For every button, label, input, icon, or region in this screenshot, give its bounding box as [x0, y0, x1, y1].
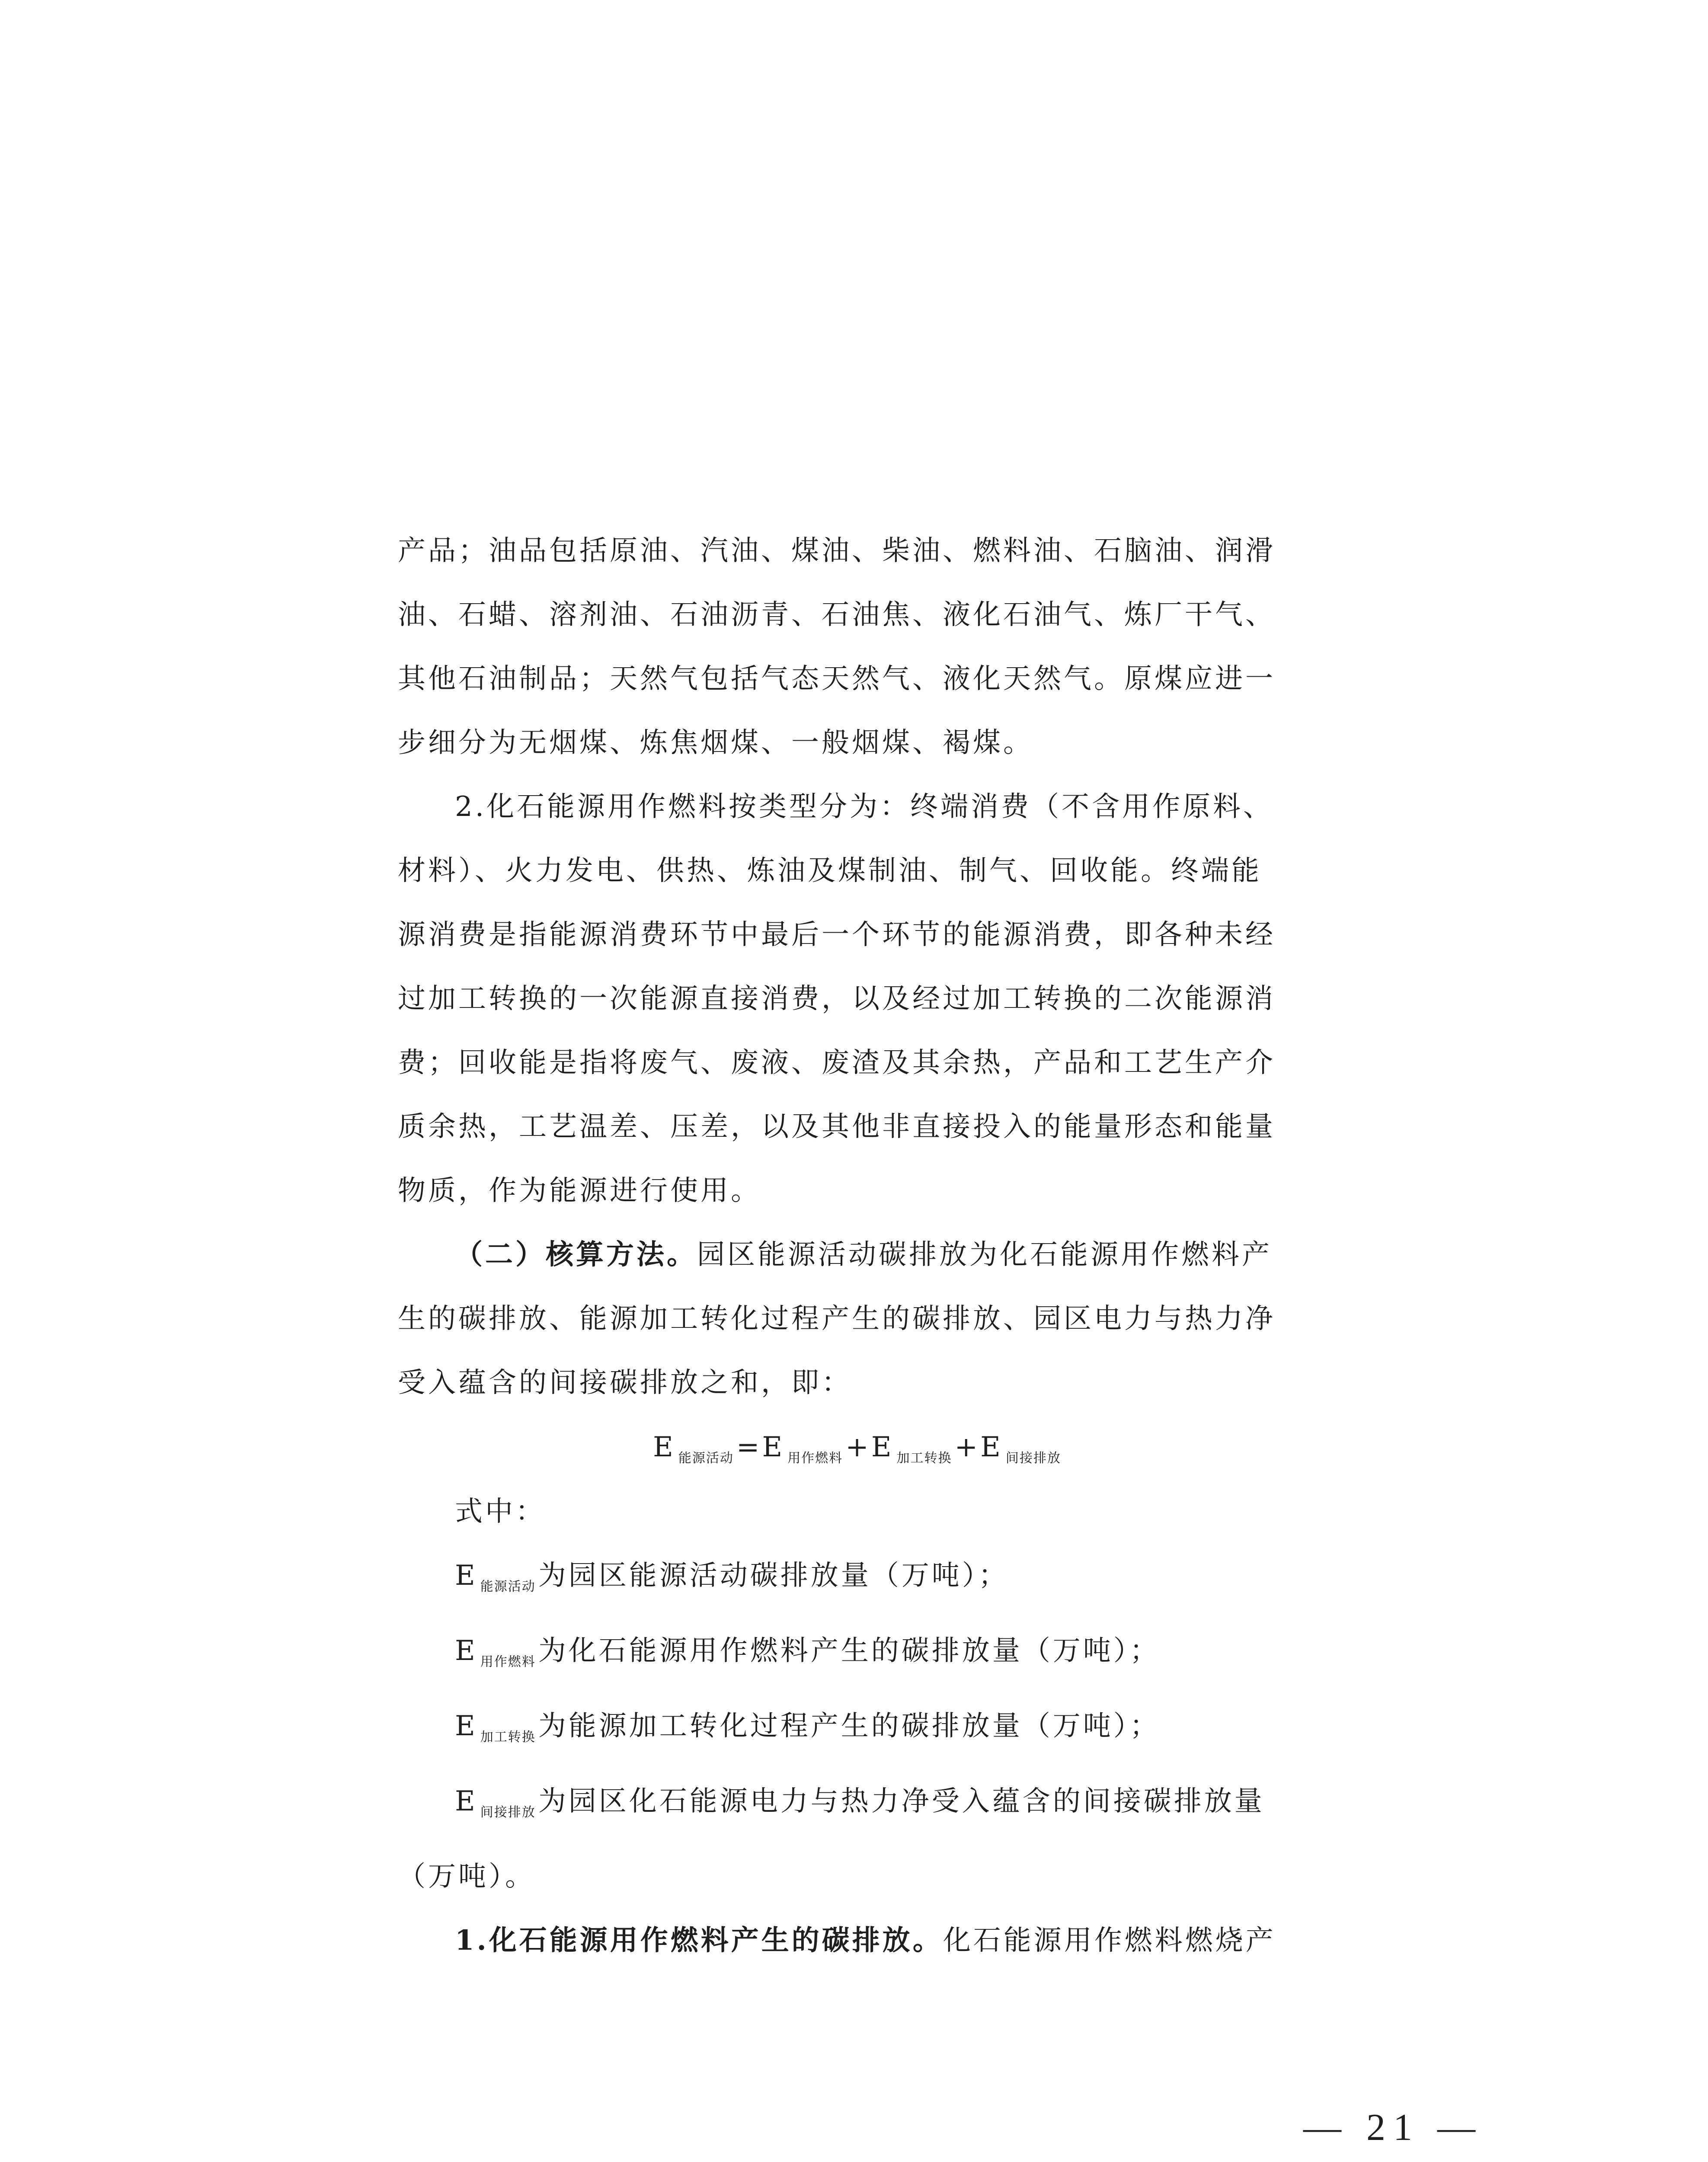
formula-subscript: 能源活动: [678, 1451, 734, 1466]
section-heading-line: [398, 1223, 1319, 1287]
formula: [398, 1415, 1319, 1480]
definition-continuation: （万吨）。: [398, 1861, 535, 1893]
paragraph-line: 质余热，工艺温差、压差，以及其他非直接投入的能量形态和能量: [398, 1111, 1276, 1143]
paragraph-line: 过加工转换的一次能源直接消费，以及经过加工转换的二次能源消: [398, 983, 1276, 1015]
subsection-line: [398, 1909, 1319, 1973]
paragraph-line: 油、石蜡、溶剂油、石油沥青、石油焦、液化石油气、炼厂干气、: [398, 599, 1276, 631]
paragraph-line: 物质，作为能源进行使用。: [398, 1175, 761, 1207]
formula-symbol: E: [653, 1431, 676, 1463]
formula-symbol: +E: [845, 1431, 894, 1463]
formula-symbol: =E: [736, 1431, 785, 1463]
formula-symbol: +E: [954, 1431, 1003, 1463]
definition-line: E $_{能源活动}$为园区能源活动碳排放量（万吨）；: [455, 1560, 1009, 1594]
body-text: [398, 519, 1319, 1973]
paragraph-line: 其他石油制品；天然气包括气态天然气、液化天然气。原煤应进一: [398, 663, 1276, 695]
subsection-heading: 1.化石能源用作燃料产生的碳排放。: [455, 1924, 943, 1957]
subsection-text: 化石能源用作燃料燃烧产: [943, 1925, 1276, 1957]
page-number: — 21 —: [1303, 2107, 1483, 2149]
formula-subscript: 用作燃料: [787, 1451, 843, 1466]
definition-line: E $_{间接排放}$为园区化石能源电力与热力净受入蕴含的间接碳排放量: [455, 1785, 1265, 1820]
definition-line: E $_{用作燃料}$为化石能源用作燃料产生的碳排放量（万吨）；: [455, 1635, 1160, 1669]
paragraph-line: 2.化石能源用作燃料按类型分为：终端消费（不含用作原料、: [455, 791, 1274, 823]
paragraph-line: 受入蕴含的间接碳排放之和，即：: [398, 1367, 852, 1399]
paragraph-line: 材料）、火力发电、供热、炼油及煤制油、制气、回收能。终端能: [398, 855, 1262, 887]
formula-subscript: 加工转换: [896, 1451, 952, 1466]
where-label: 式中：: [455, 1496, 546, 1528]
section-text: 园区能源活动碳排放为化石能源用作燃料产: [697, 1239, 1272, 1271]
section-heading: （二）核算方法。: [455, 1238, 697, 1271]
formula-subscript: 间接排放: [1005, 1451, 1061, 1466]
paragraph-line: 源消费是指能源消费环节中最后一个环节的能源消费，即各种未经: [398, 919, 1276, 951]
paragraph-line: 步细分为无烟煤、炼焦烟煤、一般烟煤、褐煤。: [398, 727, 1033, 759]
paragraph-line: 产品；油品包括原油、汽油、煤油、柴油、燃料油、石脑油、润滑: [398, 535, 1276, 567]
definition-line: E $_{加工转换}$为能源加工转化过程产生的碳排放量（万吨）；: [455, 1710, 1160, 1745]
paragraph-line: 生的碳排放、能源加工转化过程产生的碳排放、园区电力与热力净: [398, 1303, 1276, 1335]
paragraph-line: 费；回收能是指将废气、废液、废渣及其余热，产品和工艺生产介: [398, 1047, 1276, 1079]
